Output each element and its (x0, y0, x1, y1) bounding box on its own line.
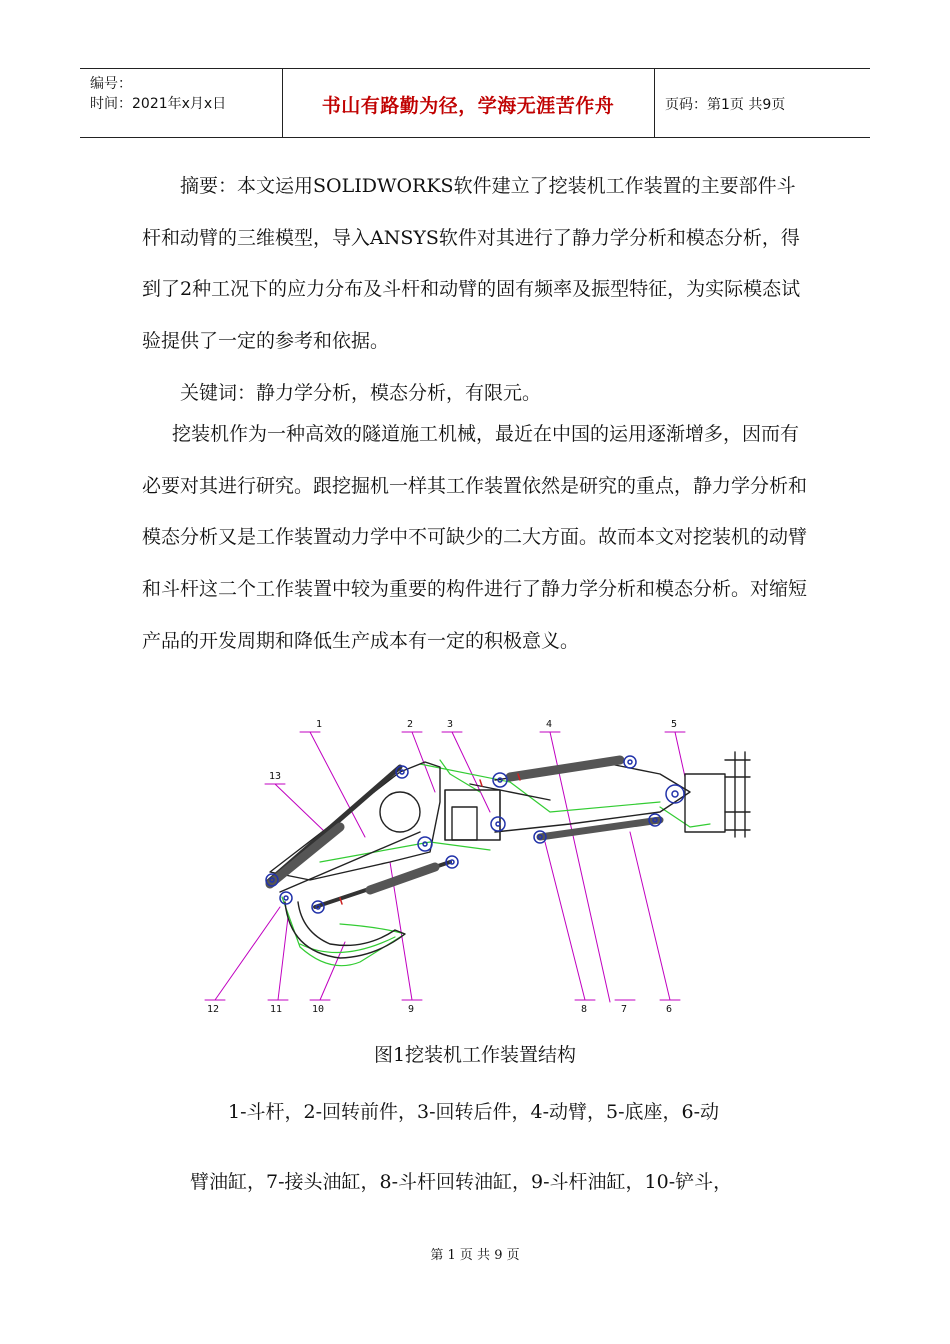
fig-label: 12 (207, 1004, 220, 1015)
header-motto: 书山有路勤为径，学海无涯苦作舟 (321, 95, 615, 117)
header-left-cell (80, 69, 283, 137)
fig-label: 10 (312, 1004, 325, 1015)
excavator-drawing (190, 712, 770, 1016)
keywords-paragraph: 关键词：静力学分析，模态分析，有限元。 (180, 381, 542, 404)
fig-label: 4 (546, 719, 553, 730)
fig-label: 1 (316, 719, 323, 730)
fig-label: 3 (447, 719, 454, 730)
intro-block (142, 409, 812, 668)
page-info: 页码：第1页 共9页 (665, 97, 786, 113)
fig-label: 2 (407, 719, 414, 730)
excavator-figure (190, 712, 770, 1016)
number-label: 编号： (90, 76, 132, 92)
fig-label: 9 (408, 1004, 415, 1015)
fig-label: 13 (269, 771, 282, 782)
time-label: 时间：2021年x月x日 (90, 96, 227, 112)
abstract-paragraph: 摘要：本文运用SOLIDWORKS软件建立了挖装机工作装置的主要部件斗杆和动臂的三维模型，导入ANSYS软件对其进行了静力学分析和模态分析，得到了2种工况下的应力分布及斗杆和动臂的固有频率及振型特征，为实际模态试验提供了一定的参考和依据。 (142, 175, 801, 353)
fig-label: 5 (671, 719, 678, 730)
fig-label: 6 (666, 1004, 673, 1015)
legend-line: 1-斗杆，2-回转前件，3-回转后件，4-动臂，5-底座，6-动 (228, 1101, 720, 1123)
legend-line: 臂油缸，7-接头油缸，8-斗杆回转油缸，9-斗杆油缸，10-铲斗， (190, 1171, 733, 1193)
page-footer: 第 1 页 共 9 页 (430, 1248, 520, 1263)
abstract-block (142, 161, 812, 420)
figure-caption: 图1挖装机工作装置结构 (373, 1044, 577, 1066)
header-table (80, 68, 870, 138)
fig-label: 8 (581, 1004, 588, 1015)
fig-label: 11 (270, 1004, 283, 1015)
intro-paragraph: 挖装机作为一种高效的隧道施工机械，最近在中国的运用逐渐增多，因而有必要对其进行研究。跟挖掘机一样其工作装置依然是研究的重点，静力学分析和模态分析又是工作装置动力学中不可缺少的二大方面。故而本文对挖装机的动臂和斗杆这二个工作装置中较为重要的构件进行了静力学分析和模态分析。对缩短产品的开发周期和降低生产成本有一定的积极意义。 (142, 423, 808, 652)
header-right-cell (655, 69, 870, 137)
figure-legend (190, 1077, 830, 1217)
fig-label: 7 (621, 1004, 628, 1015)
header-middle-cell (282, 69, 655, 137)
